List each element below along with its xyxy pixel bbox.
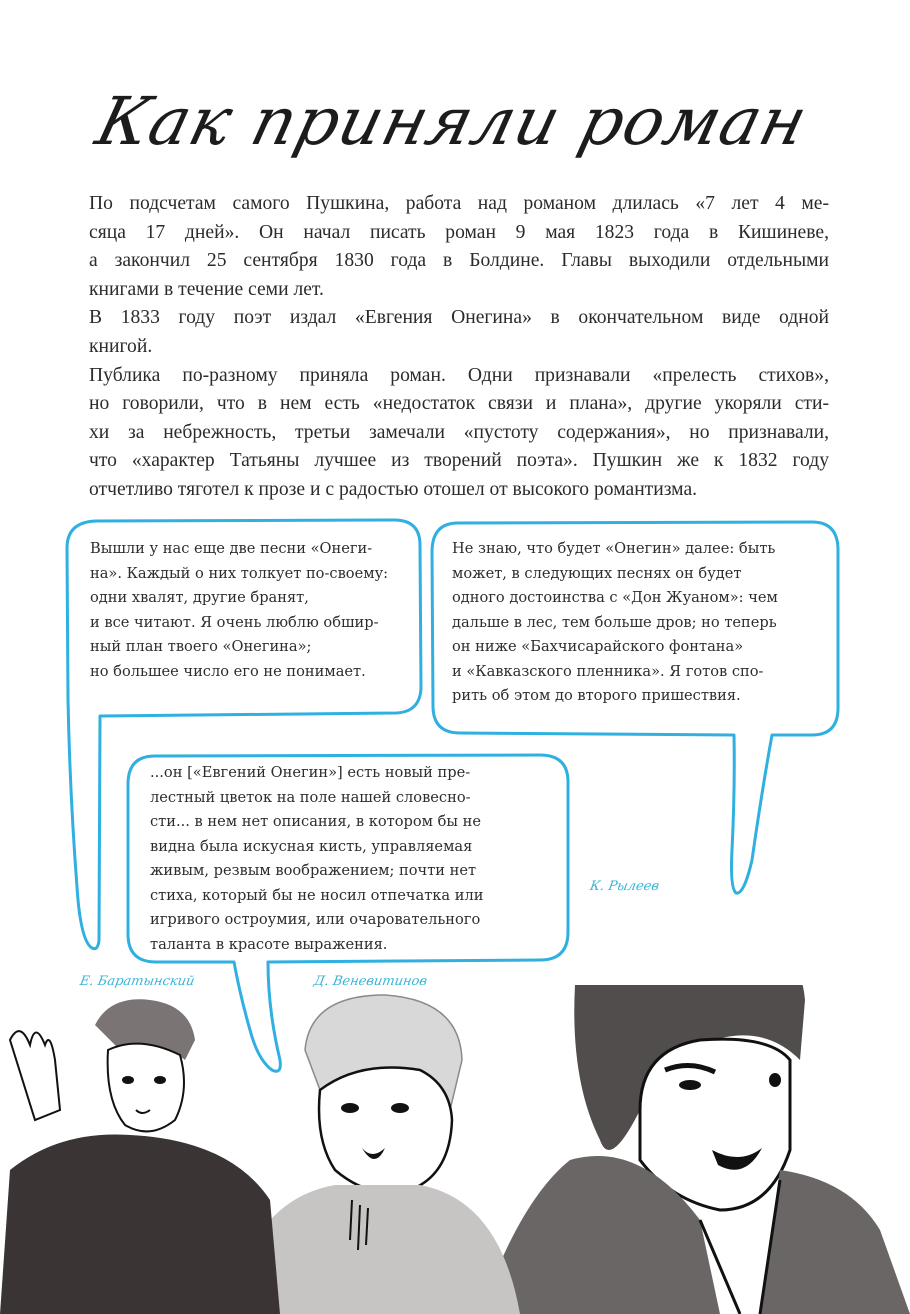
quote-line: живым, резвым воображением; почти нет — [150, 862, 477, 879]
quote-line: Не знаю, что будет «Онегин» далее: быть — [452, 540, 776, 557]
quote-line: и все читают. Я очень люблю обшир- — [90, 613, 379, 631]
page-title: Как приняли роман — [88, 83, 816, 160]
portrait-ryleev — [480, 985, 910, 1314]
intro-line: отчетливо тяготел к прозе и с радостью отошел от высокого романтизма. — [89, 478, 698, 500]
intro-line: книгой. — [89, 335, 153, 357]
quote-line: видна была искусная кисть, управляемая — [150, 837, 473, 855]
quote-line: стиха, который бы не носил отпечатка или — [150, 886, 484, 904]
quote-line: одни хвалят, другие бранят, — [90, 589, 309, 606]
intro-line: книгами в течение семи лет. — [89, 278, 324, 300]
intro-line: хи за небрежность, третьи замечали «пустоту содержания», но признавали, — [89, 421, 829, 443]
intro-line: а закончил 25 сентября 1830 года в Болдине. Главы выходили отдельными — [89, 250, 829, 272]
quote-ryleev — [452, 537, 778, 709]
intro-line: В 1833 году поэт издал «Евгения Онегина» в окончательном виде одной — [89, 307, 829, 329]
intro-line: сяца 17 дней». Он начал писать роман 9 мая 1823 года в Кишиневе, — [89, 221, 829, 243]
intro-line: По подсчетам самого Пушкина, работа над романом длилась «7 лет 4 ме- — [89, 193, 829, 214]
quote-line: сти... в нем нет описания, в котором бы не — [150, 813, 482, 830]
quote-line: и «Кавказского пленника». Я готов спо- — [452, 662, 764, 680]
quote-line: лестный цветок на поле нашей словесно- — [150, 788, 471, 806]
quote-line: рить об этом до второго пришествия. — [452, 687, 741, 704]
quote-line: таланта в красоте выражения. — [150, 935, 388, 953]
quote-line: ...он [«Евгений Онегин»] есть новый пре- — [150, 764, 471, 781]
quote-line: может, в следующих песнях он будет — [452, 564, 742, 582]
intro-line: Публика по-разному приняла роман. Одни признавали «прелесть стихов», — [89, 364, 829, 386]
author-ryleev: К. Рылеев — [588, 879, 661, 894]
intro-line: но говорили, что в нем есть «недостаток связи и плана», другие укоряли сти- — [89, 393, 829, 415]
quote-line: игривого остроумия, или очаровательного — [150, 911, 481, 928]
quote-line: одного достоинства с «Дон Жуаном»: чем — [452, 589, 778, 606]
quote-line: дальше в лес, тем больше дров; но теперь — [452, 613, 777, 631]
author-baratynsky: Е. Баратынский — [78, 974, 196, 989]
author-venevitinov: Д. Веневитинов — [312, 974, 429, 989]
quote-line: Вышли у нас еще две песни «Онеги- — [90, 540, 373, 557]
quote-line: но большее число его не понимает. — [90, 662, 366, 680]
quote-line: ный план твоего «Онегина»; — [90, 638, 312, 655]
intro-line: что «характер Татьяны лучшее из творений поэта». Пушкин же к 1832 году — [89, 450, 829, 472]
quote-line: он ниже «Бахчисарайского фонтана» — [452, 638, 744, 655]
portrait-baratynsky — [0, 999, 280, 1314]
poets-illustration — [0, 985, 910, 1314]
quote-baratynsky — [90, 537, 388, 684]
quote-venevitinov — [150, 761, 483, 957]
intro-text — [89, 190, 829, 505]
quote-line: на». Каждый о них толкует по-своему: — [90, 564, 389, 582]
